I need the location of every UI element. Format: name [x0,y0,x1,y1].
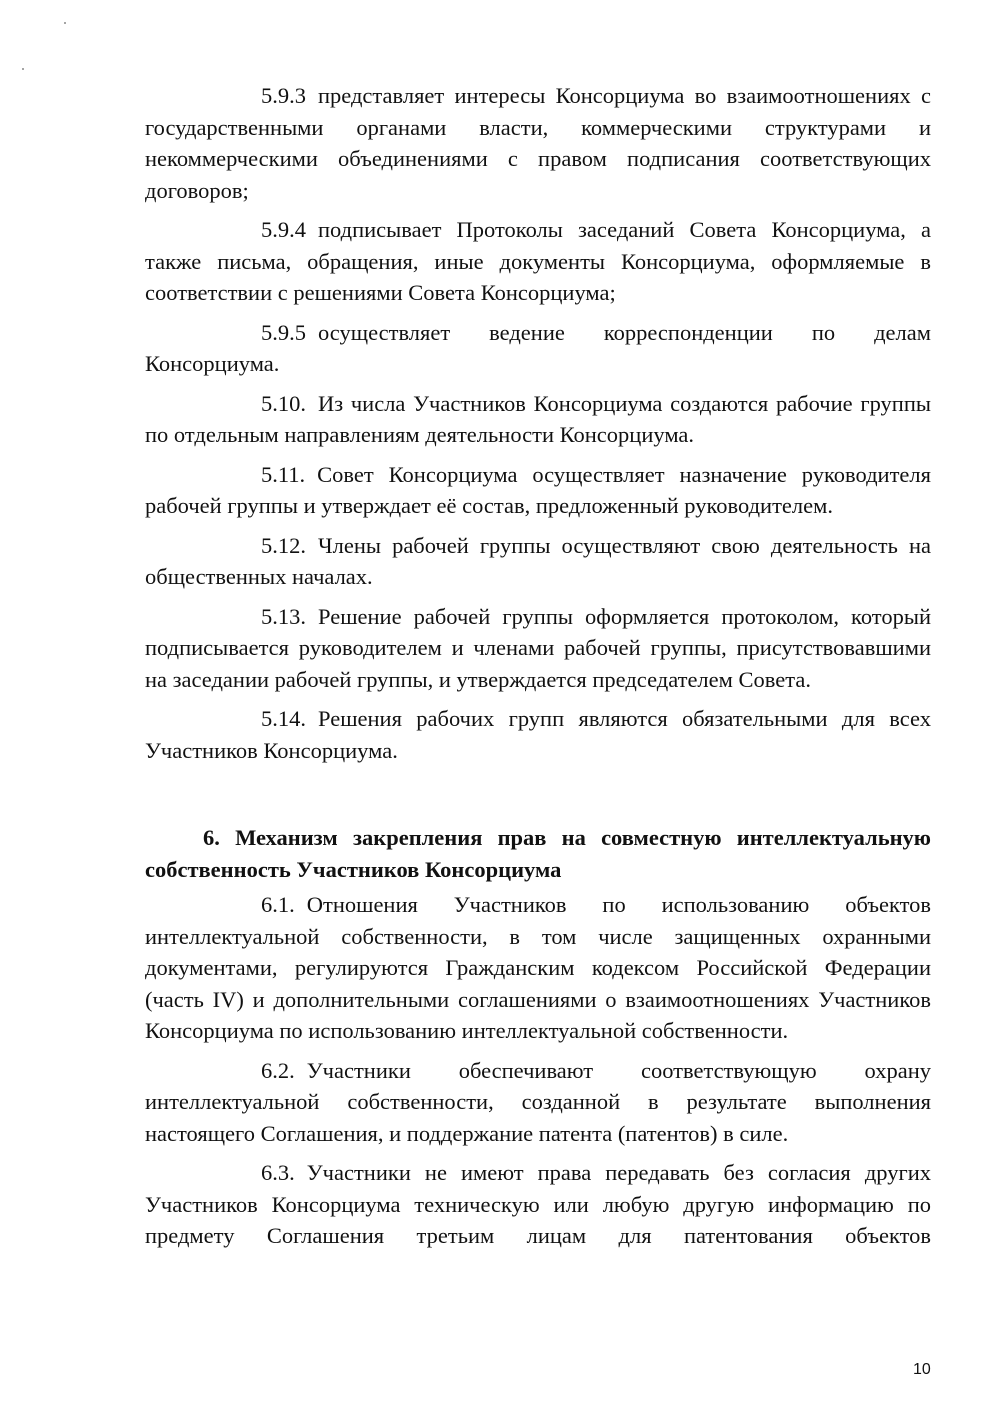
scan-speck [64,22,66,24]
clause-text: Отношения Участников по использованию объектов интеллектуальной собственности, в том числе защищенных охранными документами, регулируются Гражданским кодексом Российской Федерации (часть IV) и дополнительными соглашениями о взаимоотношениях Участников Консорциума по использованию интеллектуальной собственности. [145,892,931,1043]
clause-number: 5.9.5 [261,319,306,345]
clause-text: Из числа Участников Консорциума создаются рабочие группы по отдельным направлениям деятельности Консорциума. [145,390,931,447]
page-number: 10 [913,1361,931,1378]
clause-5-13 [145,601,931,696]
clause-6-3 [145,1157,931,1252]
clause-number: 5.13. [261,603,306,629]
clause-number: 5.11. [261,461,306,487]
clause-number: 5.14. [261,706,306,731]
scan-speck [22,68,24,70]
document-body [145,80,931,1260]
clause-5-9-4 [145,214,931,309]
clause-text: представляет интересы Консорциума во взаимоотношениях с государственными органами власти, коммерческими структурами и некоммерческими объединениями с правом подписания соответствующих договоров; [145,83,931,203]
clause-text: осуществляет ведение корреспонденции по делам Консорциума. [145,319,931,376]
clause-5-12 [145,530,931,593]
section-heading: 6. Механизм закрепления прав на совместную интеллектуальную собственность Участников Консорциума [145,825,931,882]
clause-text: Члены рабочей группы осуществляют свою деятельность на общественных началах. [145,532,931,589]
clause-number: 6.1. [261,892,295,917]
clause-text: Участники не имеют права передавать без согласия других Участников Консорциума техническую или любую другую информацию по предмету Соглашения третьим лицам для патентования объектов [145,1160,931,1248]
clause-text: Участники обеспечивают соответствующую охрану интеллектуальной собственности, созданной в результате выполнения настоящего Соглашения, и поддержание патента (патентов) в силе. [145,1057,931,1146]
clause-5-14 [145,703,931,766]
clause-number: 5.9.4 [261,217,306,242]
clause-number: 5.9.3 [261,83,306,108]
clause-text: Совет Консорциума осуществляет назначение руководителя рабочей группы и утверждает её состав, предложенный руководителем. [145,461,931,518]
clause-text: Решение рабочей группы оформляется протоколом, который подписывается руководителем и членами рабочей группы, присутствовавшими на заседании рабочей группы, и утверждается председателем Совета. [145,603,931,692]
clause-text: подписывает Протоколы заседаний Совета Консорциума, а также письма, обращения, иные документы Консорциума, оформляемые в соответствии с решениями Совета Консорциума; [145,217,931,305]
clause-6-1 [145,889,931,1047]
clause-number: 5.10. [261,390,306,416]
clause-number: 6.3. [261,1160,295,1185]
clause-5-9-3 [145,80,931,206]
clause-5-10 [145,388,931,451]
clause-number: 5.12. [261,532,306,558]
clause-6-2 [145,1055,931,1150]
clause-5-11 [145,459,931,522]
clause-5-9-5 [145,317,931,380]
clause-number: 6.2. [261,1057,295,1083]
clause-text: Решения рабочих групп являются обязательными для всех Участников Консорциума. [145,706,931,763]
